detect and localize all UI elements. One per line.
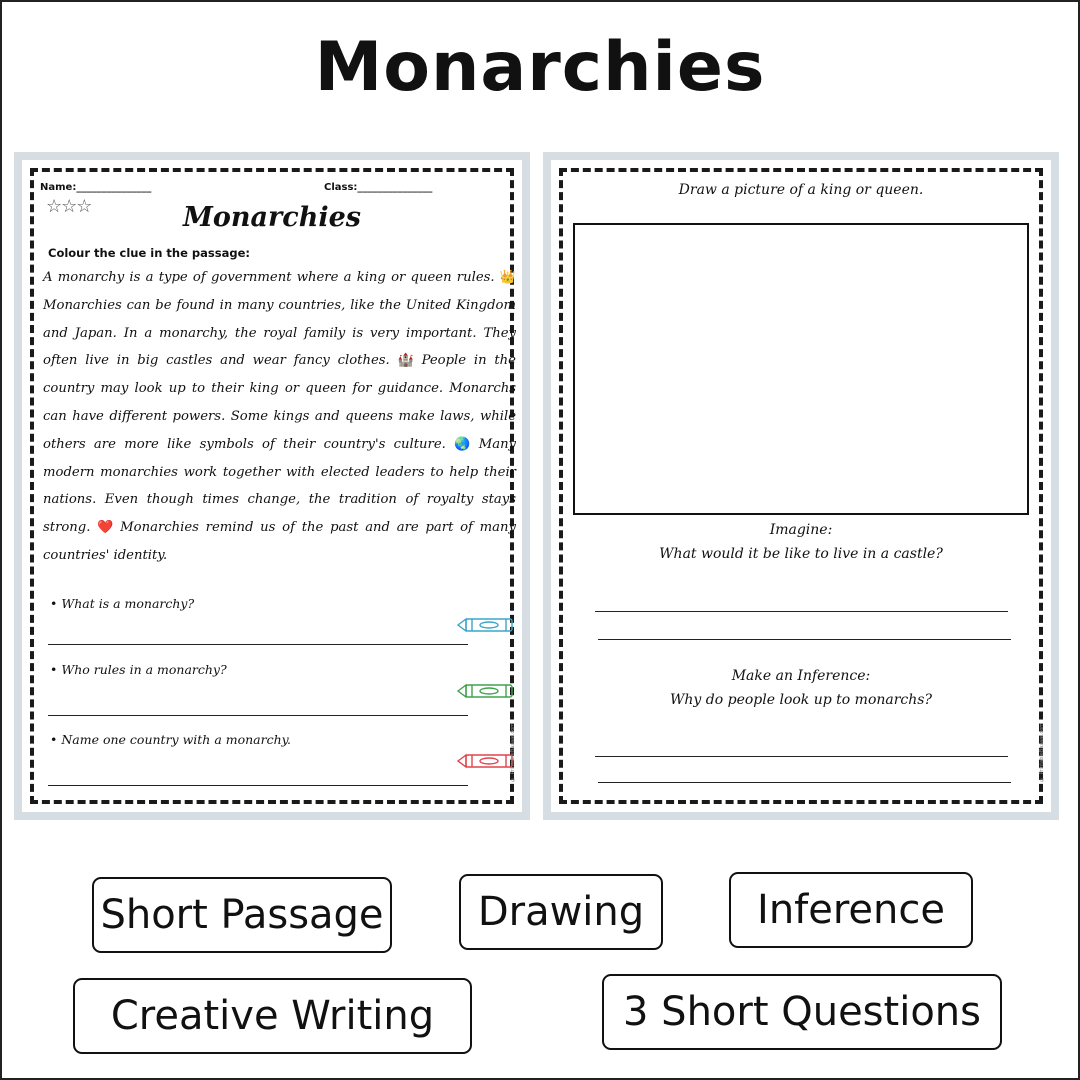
passage-sentence: A monarchy is a type of government where a king or queen rules. bbox=[43, 270, 495, 285]
imagine-label: Imagine: bbox=[769, 522, 833, 538]
question-text: What is a monarchy? bbox=[61, 596, 195, 611]
bullet-icon: • bbox=[50, 596, 58, 611]
instruction-text: Colour the clue in the passage: bbox=[48, 246, 250, 260]
answer-line[interactable] bbox=[48, 715, 468, 716]
red-crayon-icon bbox=[456, 752, 516, 770]
answer-line[interactable] bbox=[598, 782, 1011, 783]
worksheet-drawing-preview bbox=[543, 152, 1059, 820]
tag-inference: Inference bbox=[729, 872, 973, 948]
imagine-question: What would it be like to live in a castle? bbox=[659, 546, 943, 562]
question-text: Name one country with a monarchy. bbox=[61, 732, 292, 747]
passage-sentence: Monarchies remind us of the past and are part of many countries' identity. bbox=[43, 520, 516, 563]
tag-creative-writing: Creative Writing bbox=[73, 978, 472, 1054]
tag-short-passage: Short Passage bbox=[92, 877, 392, 953]
question-text: Who rules in a monarchy? bbox=[61, 662, 227, 677]
answer-line[interactable] bbox=[48, 785, 468, 786]
question-1 bbox=[50, 596, 194, 611]
answer-line[interactable] bbox=[48, 644, 468, 645]
answer-line[interactable] bbox=[598, 639, 1011, 640]
bullet-icon: • bbox=[50, 662, 58, 677]
worksheet-passage-preview bbox=[14, 152, 530, 820]
answer-line[interactable] bbox=[595, 756, 1008, 757]
question-3 bbox=[50, 732, 291, 747]
inference-question: Why do people look up to monarchs? bbox=[670, 692, 932, 708]
castle-icon: 🏰 bbox=[397, 353, 414, 369]
passage-sentence: People in the country may look up to their king or queen for guidance. Monarchs can have different powers. Some kings and queens make laws, while others are more like symbols of their country's culture. bbox=[43, 353, 516, 452]
page-title: Monarchies bbox=[314, 28, 766, 107]
question-2 bbox=[50, 662, 227, 677]
tag-drawing: Drawing bbox=[459, 874, 663, 950]
name-field-label: Name:_______________ bbox=[40, 182, 152, 193]
copyright-watermark: © PrintableBazaar.com bbox=[510, 723, 516, 782]
draw-prompt: Draw a picture of a king or queen. bbox=[678, 182, 924, 198]
globe-icon: 🌏 bbox=[454, 436, 471, 452]
inference-label: Make an Inference: bbox=[731, 668, 871, 684]
worksheet-title: Monarchies bbox=[183, 202, 361, 233]
copyright-watermark: © PrintableBazaar.com bbox=[1039, 723, 1045, 782]
heart-icon: ❤️ bbox=[97, 520, 114, 536]
drawing-box[interactable] bbox=[573, 223, 1029, 515]
blue-crayon-icon bbox=[456, 616, 516, 634]
answer-line[interactable] bbox=[595, 611, 1008, 612]
reading-passage bbox=[43, 264, 516, 570]
bullet-icon: • bbox=[50, 732, 58, 747]
crown-icon: 👑 bbox=[499, 270, 517, 285]
rating-stars-icon: ☆☆☆ bbox=[46, 196, 92, 217]
class-field-label: Class:_______________ bbox=[324, 182, 433, 193]
green-crayon-icon bbox=[456, 682, 516, 700]
passage-sentence: Many modern monarchies work together with elected leaders to help their nations. Even though times change, the tradition of royalty stays strong. bbox=[43, 436, 517, 536]
tag-3-short-questions: 3 Short Questions bbox=[602, 974, 1002, 1050]
passage-sentence: Monarchies can be found in many countries, like the United Kingdom and Japan. In a monarchy, the royal family is very important. They often live in big castles and wear fancy clothes. bbox=[43, 297, 516, 369]
